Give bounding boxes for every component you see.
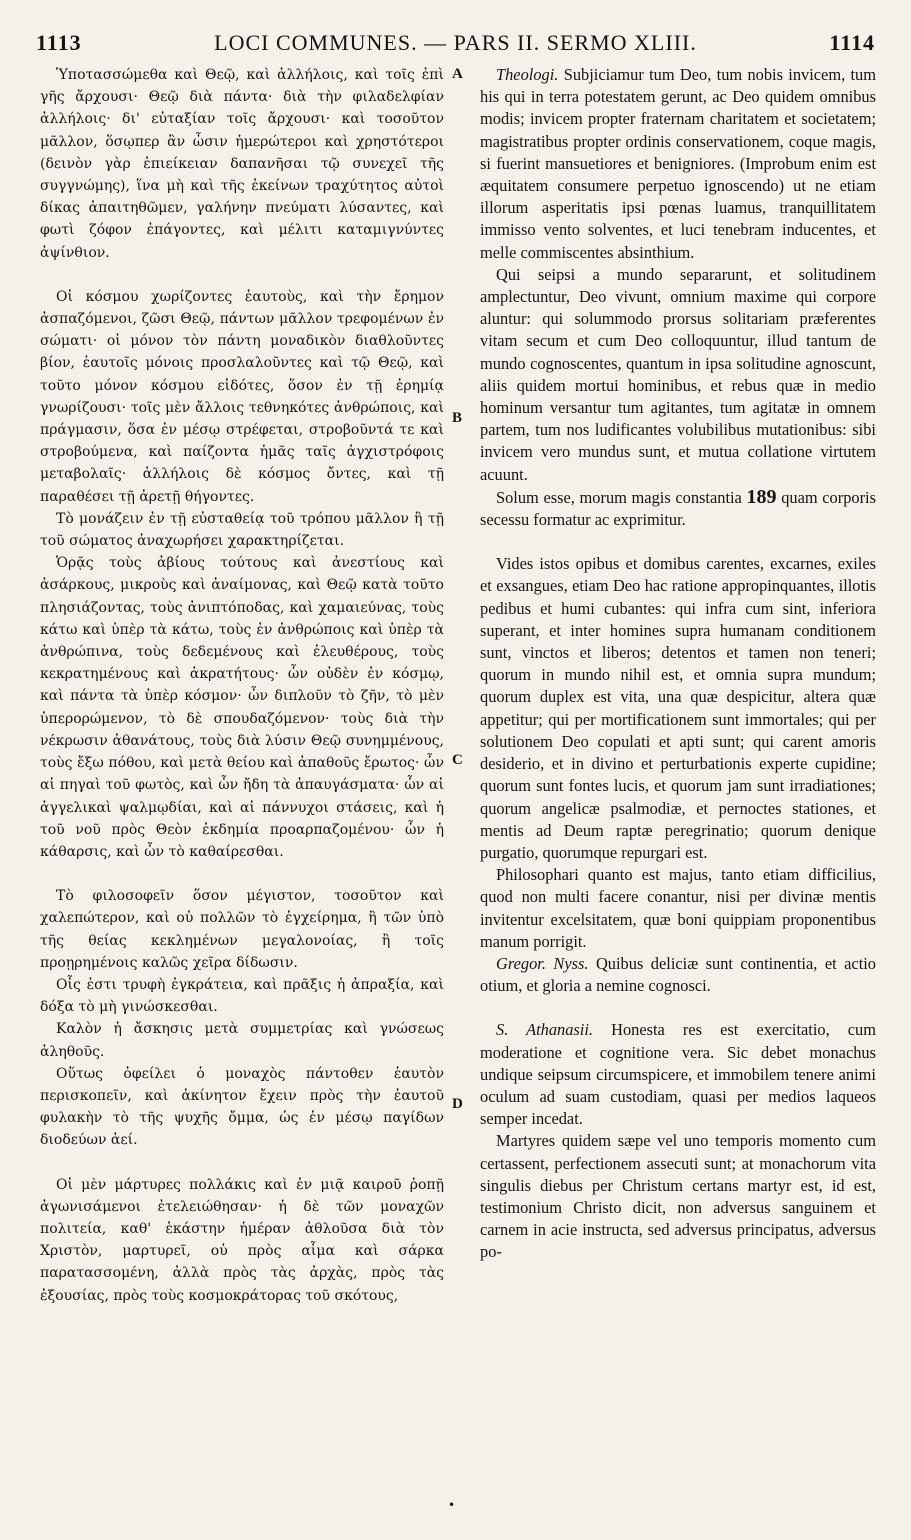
- greek-paragraph: Τὸ φιλοσοφεῖν ὅσον μέγιστον, τοσοῦτον καὶ χαλεπώτερον, καὶ οὐ πολλῶν τὸ ἐγχείρημα, ἢ τῶν ὑπὸ τῆς θείας κεκλημένων μεγαλονοίας, ἢ τοῖς προῃρημένοις καλῶς χεῖρα δίδωσιν.: [40, 888, 444, 971]
- source-attribution: Gregor. Nyss.: [496, 953, 589, 973]
- latin-paragraph: Martyres quidem sæpe vel uno temporis momento cum certassent, perfectionem assecuti sunt; at monachorum vita singulis diebus per Christum certans martyr est, id est, testimonium Christo dicit, non adversus sanguinem et carnem in acie instructa, sed adversus principatus, adversus po-: [480, 1131, 876, 1262]
- greek-column: [40, 64, 444, 1520]
- latin-column: [480, 64, 876, 1520]
- greek-paragraph: Οἱ μὲν μάρτυρες πολλάκις καὶ ἐν μιᾷ καιροῦ ῥοπῇ ἀγωνισάμενοι ἐτελειώθησαν· ἡ δὲ τῶν μοναχῶν πολιτεία, καθ' ἑκάστην ἡμέραν ἀθλοῦσα διὰ τὸν Χριστὸν, μαρτυρεῖ, οὐ πρὸς αἷμα καὶ σάρκα παρατασσομένη, ἀλλὰ πρὸς τὰς ἀρχὰς, πρὸς τὰς ἐξουσίας, πρὸς τοὺς κοσμοκράτορας τοῦ σκότους,: [40, 1176, 444, 1304]
- greek-paragraph: Τὸ μονάζειν ἐν τῇ εὐσταθείᾳ τοῦ τρόπου μᾶλλον ἢ τῇ τοῦ σώματος ἀναχωρήσει χαρακτηρίζεται.: [40, 510, 444, 550]
- latin-paragraph: Solum esse, morum magis constantia 189 quam corporis secessu formatur ac exprimitur.: [480, 485, 876, 530]
- latin-paragraph: Vides istos opibus et domibus carentes, excarnes, exiles et exsangues, etiam Deo hac ratione appropinquantes, illotis pedibus et humi cubantes: qui infra cum sint, inferiora superant, et inter homines supra humanam conditionem sunt, vinctos et liberos; detentos et tamen non teneri; quorum in mundo nihil est, et omnia supra mundum; quorum duplex est vita, una quæ despicitur, altera quæ appetitur; qui per mortificationem sunt immortales; qui per solutionem Deo copulati et apti sunt; qui carent amoris desiderio, et in divino et perturbationis experte cupidine; quorum sunt fontes lucis, et quorum jam sunt irradiationes; quorum angelicæ psalmodiæ, et pernoctes stationes, et mentis ad Deum raptæ peregrinatio; quorum denique purgatio, quorumque repurgari est.: [480, 554, 876, 862]
- latin-paragraph: Gregor. Nyss. Quibus deliciæ sunt continentia, et actio otium, et gloria a nemine cognosci.: [480, 953, 876, 996]
- footer-dot: •: [448, 1498, 456, 1512]
- running-title: LOCI COMMUNES. — PARS II. SERMO XLIII.: [214, 30, 697, 55]
- greek-paragraph: Ὁρᾷς τοὺς ἀβίους τούτους καὶ ἀνεστίους καὶ ἀσάρκους, μικροὺς καὶ ἀναίμονας, καὶ Θεῷ κατὰ τοῦτο πλησιάζοντας, τοὺς ἀνιπτόποδας, καὶ χαμαιεύνας, τοὺς κάτω καὶ ὑπὲρ τὰ κάτω, τοὺς ἐν ἀνθρώποις καὶ ὑπὲρ τὰ ἀνθρώπινα, τοὺς δεδεμένους καὶ ἐλευθέρους, τοὺς κεκρατημένους καὶ ἀκρατήτους· ὧν οὐδὲν ἐν κόσμῳ, καὶ πάντα τὰ ὑπὲρ κόσμον· ὧν διπλοῦν τὸ ζῆν, τὸ μὲν ὑπερορώμενον, τὸ δὲ σπουδαζόμενον· τοὺς διὰ τὴν νέκρωσιν ἀθανάτους, τοὺς διὰ λύσιν Θεῷ συνημμένους, τοὺς ἔξω πόθου, καὶ μετὰ θείου καὶ ἀπαθοῦς ἔρωτος· ὧν αἱ πηγαὶ τοῦ φωτὸς, καὶ ὧν ἤδη τὰ ἀπαυγάσματα· ὧν αἱ ἀγγελικαὶ ψαλμῳδίαι, καὶ αἱ πάννυχοι στάσεις, καὶ ἡ τοῦ νοῦ πρὸς Θεὸν ἐκδημία προαρπαζομένου· ὧν ἡ κάθαρσις, καὶ ὧν τὸ καθαίρεσθαι.: [40, 555, 444, 860]
- latin-paragraph: Philosophari quanto est majus, tanto etiam difficilius, quod non multi facere conantur, nisi per divinæ mentis invitentur excelsitatem, quæ boni quippiam proponentibus manum porrigit.: [480, 865, 876, 951]
- column-number: 189: [746, 485, 777, 508]
- greek-paragraph: Ὑποτασσώμεθα καὶ Θεῷ, καὶ ἀλλήλοις, καὶ τοῖς ἐπὶ γῆς ἄρχουσι· Θεῷ διὰ πάντα· διὰ τὴν φιλαδελφίαν ἀλλήλοις· δι' εὐταξίαν τοῖς ἄρχουσι· καὶ τοσοῦτον μᾶλλον, ὅσῳπερ ἂν ὦσιν ἡμερώτεροι καὶ χρηστότεροι (δεινὸν γὰρ ἐπιείκειαν δαπανῆσαι τῷ συνεχεῖ τῆς συγγνώμης), ἵνα μὴ καὶ τῆς ἐκείνων τραχύτητος αὐτοὶ δίκας ἀπαιτηθῶμεν, γαλήνην πνεύματι λύσαντες, καὶ φωτὶ ζόφον ἐπάγοντες, καὶ μέλιτι καταμιγνύντες ἀψίνθιον.: [40, 67, 444, 261]
- greek-paragraph: Οἷς ἐστι τρυφὴ ἐγκράτεια, καὶ πρᾶξις ἡ ἀπραξία, καὶ δόξα τὸ μὴ γινώσκεσθαι.: [40, 976, 444, 1016]
- source-attribution: S. Athanasii.: [496, 1020, 594, 1040]
- page-number-right: 1114: [829, 30, 875, 55]
- greek-paragraph: Καλὸν ἡ ἄσκησις μετὰ συμμετρίας καὶ γνώσεως ἀληθοῦς.: [40, 1021, 444, 1060]
- latin-paragraph: Theologi. Subjiciamur tum Deo, tum nobis invicem, tum his qui in terra potestatem gerunt, ac Deo quidem omnibus modis; invicem propter fraternam charitatem et societatem; magistratibus propter ordinis conservationem, coque magis, si fuerint mansuetiores et benigniores. (Improbum enim est æquitatem consumere perpetuo ignoscendo) ut ne etiam illorum asperitatis ipsi pœnas luamus, tranquillitatem immisso vento solventes, et luci tenebram inducentes, et melle commiscentes absinthium.: [480, 65, 876, 262]
- section-marker-b: B: [452, 410, 463, 426]
- section-marker-c: C: [452, 752, 463, 768]
- section-marker-a: A: [452, 66, 463, 82]
- page-header: [36, 30, 875, 58]
- page-number-left: 1113: [36, 30, 82, 55]
- section-marker-d: D: [452, 1096, 463, 1112]
- greek-paragraph: Οἱ κόσμου χωρίζοντες ἑαυτοὺς, καὶ τὴν ἔρημον ἀσπαζόμενοι, ζῶσι Θεῷ, πάντων μᾶλλον τρεφομένων ἐν σώματι· οἱ μόνον τὸν πάντη μοναδικὸν διαθλοῦντες βίον, ἑαυτοῖς μόνοις προσλαλοῦντες καὶ τῷ Θεῷ, καὶ τοῦτο μόνον κόσμου εἰδότες, ὅσον ἐν τῇ ἐρημίᾳ γνωρίζουσι· τοῖς μὲν ἄλλοις τεθνηκότες ἀνθρώποις, καὶ πράγμασιν, ὅσα ἐν μέσῳ στρέφεται, στροβοῦντά τε καὶ στροβούμενα, καὶ παίζοντα ἡμᾶς ταῖς ἀγχιστρόφοις μεταβολαῖς· ἀλλήλοις δὲ κόσμος ὄντες, καὶ τῇ παραθέσει τῇ ἀρετῇ θήγοντες.: [40, 288, 444, 505]
- greek-paragraph: Οὕτως ὀφείλει ὁ μοναχὸς πάντοθεν ἑαυτὸν περισκοπεῖν, καὶ ἀκίνητον ἔχειν πρὸς τὴν ἑαυτοῦ φυλακὴν τὸ τῆς ψυχῆς ὄμμα, ὡς ἐν μέσῳ παγίδων διοδεύων ἀεί.: [40, 1065, 444, 1149]
- latin-paragraph: Qui seipsi a mundo separarunt, et solitudinem amplectuntur, Deo vivunt, omnium maxime qui corpore aluntur: qui solummodo prorsus solitariam præferentes vitam secum et cum Deo colloquuntur, illud tantum de mundo cognoscentes, quantum in ipsa solitudine agnoscunt, aliis quidem mortui hominibus, et rebus quæ in medio hominum versantur tum agitantes, tum agitatæ in omnem partem, tum nos ludificantes volubilibus mutationibus: sibi invicem vero mundus sunt, et mutua collatione virtutem acuunt.: [480, 264, 876, 484]
- source-attribution: Theologi.: [496, 65, 559, 84]
- latin-paragraph: S. Athanasii. Honesta res est exercitatio, cum moderatione et cognitione vera. Sic debet monachus undique seipsum circumspicere, et immobilem tenere animi oculum ad suam custodiam, quasi per medios laqueos semper incedat.: [480, 1020, 876, 1129]
